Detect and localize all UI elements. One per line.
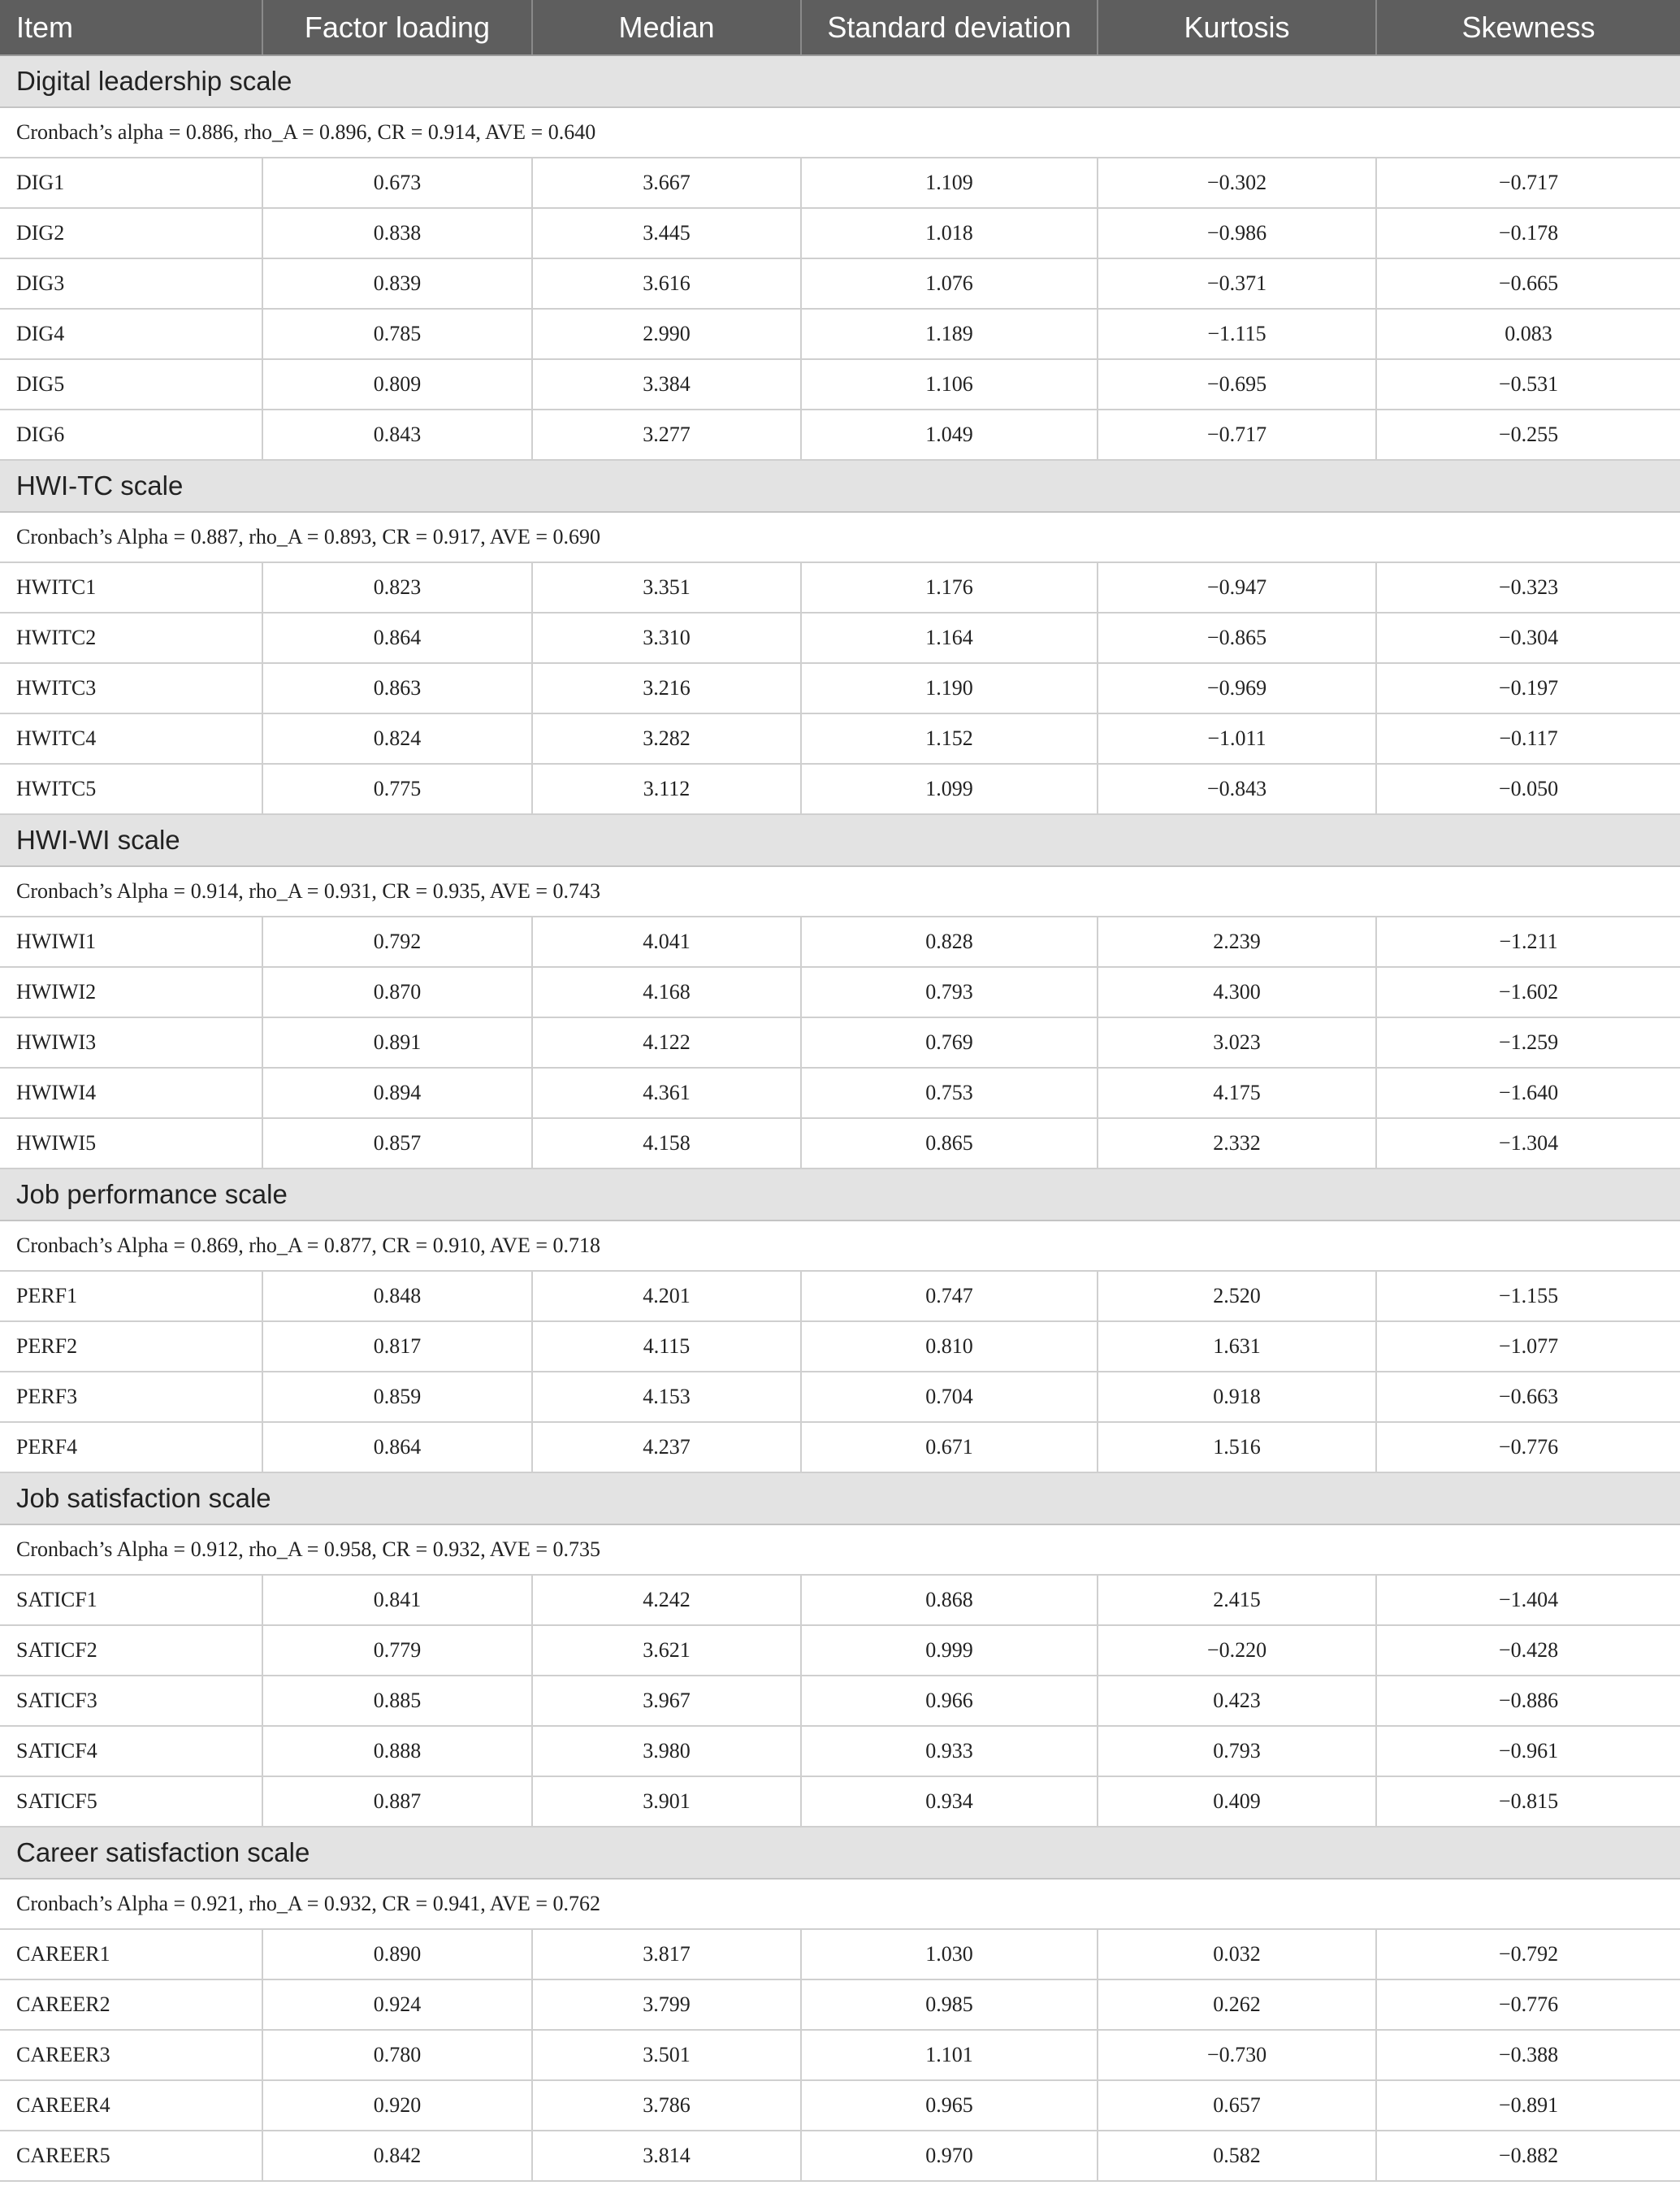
cell-standard-deviation: 0.747 bbox=[801, 1271, 1098, 1321]
section-title: HWI-WI scale bbox=[0, 814, 1680, 866]
cell-median: 3.621 bbox=[532, 1625, 801, 1676]
cell-item: PERF4 bbox=[0, 1422, 262, 1472]
cell-factor-loading: 0.848 bbox=[262, 1271, 532, 1321]
cell-factor-loading: 0.920 bbox=[262, 2080, 532, 2131]
cell-skewness: −0.388 bbox=[1376, 2030, 1680, 2080]
cell-skewness: −0.717 bbox=[1376, 158, 1680, 208]
reliability-note: Cronbach’s alpha = 0.886, rho_A = 0.896, CR = 0.914, AVE = 0.640 bbox=[0, 107, 1680, 158]
cell-skewness: −0.255 bbox=[1376, 410, 1680, 460]
cell-factor-loading: 0.887 bbox=[262, 1776, 532, 1827]
cell-standard-deviation: 1.049 bbox=[801, 410, 1098, 460]
table-row bbox=[0, 2030, 1680, 2080]
cell-standard-deviation: 0.868 bbox=[801, 1575, 1098, 1625]
cell-kurtosis: 0.032 bbox=[1098, 1929, 1376, 1979]
cell-kurtosis: 1.631 bbox=[1098, 1321, 1376, 1372]
table-row bbox=[0, 1271, 1680, 1321]
cell-standard-deviation: 0.966 bbox=[801, 1676, 1098, 1726]
cell-median: 3.501 bbox=[532, 2030, 801, 2080]
cell-factor-loading: 0.779 bbox=[262, 1625, 532, 1676]
table-row bbox=[0, 1929, 1680, 1979]
table-row bbox=[0, 309, 1680, 359]
cell-factor-loading: 0.839 bbox=[262, 258, 532, 309]
cell-item: DIG3 bbox=[0, 258, 262, 309]
cell-item: HWITC4 bbox=[0, 713, 262, 764]
cell-median: 3.967 bbox=[532, 1676, 801, 1726]
reliability-note-row bbox=[0, 107, 1680, 158]
cell-median: 3.310 bbox=[532, 613, 801, 663]
cell-kurtosis: −0.717 bbox=[1098, 410, 1376, 460]
cell-item: DIG1 bbox=[0, 158, 262, 208]
cell-standard-deviation: 0.671 bbox=[801, 1422, 1098, 1472]
cell-standard-deviation: 1.176 bbox=[801, 562, 1098, 613]
section-title: Job performance scale bbox=[0, 1169, 1680, 1221]
cell-item: HWITC2 bbox=[0, 613, 262, 663]
table-body bbox=[0, 55, 1680, 2181]
cell-skewness: −1.211 bbox=[1376, 917, 1680, 967]
cell-factor-loading: 0.842 bbox=[262, 2131, 532, 2181]
cell-standard-deviation: 0.753 bbox=[801, 1068, 1098, 1118]
cell-item: SATICF4 bbox=[0, 1726, 262, 1776]
cell-skewness: −0.886 bbox=[1376, 1676, 1680, 1726]
cell-item: HWITC3 bbox=[0, 663, 262, 713]
cell-kurtosis: −0.947 bbox=[1098, 562, 1376, 613]
section-title: HWI-TC scale bbox=[0, 460, 1680, 512]
cell-skewness: −1.259 bbox=[1376, 1017, 1680, 1068]
cell-kurtosis: −0.730 bbox=[1098, 2030, 1376, 2080]
cell-standard-deviation: 1.189 bbox=[801, 309, 1098, 359]
section-header-row bbox=[0, 1169, 1680, 1221]
cell-standard-deviation: 0.828 bbox=[801, 917, 1098, 967]
cell-factor-loading: 0.780 bbox=[262, 2030, 532, 2080]
cell-skewness: −0.665 bbox=[1376, 258, 1680, 309]
cell-skewness: −0.323 bbox=[1376, 562, 1680, 613]
cell-median: 3.786 bbox=[532, 2080, 801, 2131]
cell-standard-deviation: 1.164 bbox=[801, 613, 1098, 663]
cell-item: DIG6 bbox=[0, 410, 262, 460]
cell-skewness: −0.197 bbox=[1376, 663, 1680, 713]
reliability-note-row bbox=[0, 512, 1680, 562]
cell-standard-deviation: 0.965 bbox=[801, 2080, 1098, 2131]
cell-median: 4.201 bbox=[532, 1271, 801, 1321]
cell-kurtosis: −0.843 bbox=[1098, 764, 1376, 814]
cell-item: PERF2 bbox=[0, 1321, 262, 1372]
table-row bbox=[0, 2131, 1680, 2181]
cell-item: CAREER4 bbox=[0, 2080, 262, 2131]
section-header-row bbox=[0, 1472, 1680, 1524]
cell-factor-loading: 0.673 bbox=[262, 158, 532, 208]
cell-standard-deviation: 1.030 bbox=[801, 1929, 1098, 1979]
cell-median: 4.158 bbox=[532, 1118, 801, 1169]
cell-skewness: −0.882 bbox=[1376, 2131, 1680, 2181]
cell-kurtosis: 2.415 bbox=[1098, 1575, 1376, 1625]
header-median: Median bbox=[532, 0, 801, 55]
cell-factor-loading: 0.888 bbox=[262, 1726, 532, 1776]
cell-skewness: −0.178 bbox=[1376, 208, 1680, 258]
table-row bbox=[0, 258, 1680, 309]
cell-skewness: −0.428 bbox=[1376, 1625, 1680, 1676]
cell-factor-loading: 0.841 bbox=[262, 1575, 532, 1625]
cell-median: 4.115 bbox=[532, 1321, 801, 1372]
cell-factor-loading: 0.775 bbox=[262, 764, 532, 814]
cell-kurtosis: −1.011 bbox=[1098, 713, 1376, 764]
cell-item: HWIWI4 bbox=[0, 1068, 262, 1118]
table-row bbox=[0, 359, 1680, 410]
table-row bbox=[0, 410, 1680, 460]
cell-factor-loading: 0.891 bbox=[262, 1017, 532, 1068]
cell-standard-deviation: 1.190 bbox=[801, 663, 1098, 713]
cell-median: 3.216 bbox=[532, 663, 801, 713]
cell-standard-deviation: 1.018 bbox=[801, 208, 1098, 258]
table-row bbox=[0, 764, 1680, 814]
reliability-note-row bbox=[0, 1524, 1680, 1575]
cell-median: 4.168 bbox=[532, 967, 801, 1017]
cell-kurtosis: 0.918 bbox=[1098, 1372, 1376, 1422]
cell-standard-deviation: 0.793 bbox=[801, 967, 1098, 1017]
cell-item: HWIWI2 bbox=[0, 967, 262, 1017]
cell-factor-loading: 0.863 bbox=[262, 663, 532, 713]
table-row bbox=[0, 613, 1680, 663]
cell-standard-deviation: 0.970 bbox=[801, 2131, 1098, 2181]
cell-item: CAREER1 bbox=[0, 1929, 262, 1979]
cell-skewness: −0.304 bbox=[1376, 613, 1680, 663]
cell-median: 3.282 bbox=[532, 713, 801, 764]
cell-item: PERF1 bbox=[0, 1271, 262, 1321]
cell-standard-deviation: 0.933 bbox=[801, 1726, 1098, 1776]
cell-factor-loading: 0.864 bbox=[262, 1422, 532, 1472]
reliability-note: Cronbach’s Alpha = 0.887, rho_A = 0.893, CR = 0.917, AVE = 0.690 bbox=[0, 512, 1680, 562]
cell-item: HWITC1 bbox=[0, 562, 262, 613]
cell-item: CAREER5 bbox=[0, 2131, 262, 2181]
cell-skewness: −0.815 bbox=[1376, 1776, 1680, 1827]
cell-kurtosis: 3.023 bbox=[1098, 1017, 1376, 1068]
cell-skewness: 0.083 bbox=[1376, 309, 1680, 359]
cell-median: 4.122 bbox=[532, 1017, 801, 1068]
cell-kurtosis: 1.516 bbox=[1098, 1422, 1376, 1472]
cell-kurtosis: −0.969 bbox=[1098, 663, 1376, 713]
cell-item: HWITC5 bbox=[0, 764, 262, 814]
cell-factor-loading: 0.792 bbox=[262, 917, 532, 967]
cell-kurtosis: −0.371 bbox=[1098, 258, 1376, 309]
cell-median: 3.817 bbox=[532, 1929, 801, 1979]
cell-factor-loading: 0.859 bbox=[262, 1372, 532, 1422]
cell-standard-deviation: 1.152 bbox=[801, 713, 1098, 764]
cell-skewness: −1.077 bbox=[1376, 1321, 1680, 1372]
cell-factor-loading: 0.894 bbox=[262, 1068, 532, 1118]
cell-factor-loading: 0.823 bbox=[262, 562, 532, 613]
cell-item: SATICF1 bbox=[0, 1575, 262, 1625]
cell-kurtosis: −0.695 bbox=[1098, 359, 1376, 410]
header-factor-loading: Factor loading bbox=[262, 0, 532, 55]
cell-median: 3.384 bbox=[532, 359, 801, 410]
cell-skewness: −0.663 bbox=[1376, 1372, 1680, 1422]
cell-item: DIG2 bbox=[0, 208, 262, 258]
table-row bbox=[0, 1776, 1680, 1827]
section-header-row bbox=[0, 1827, 1680, 1879]
table-row bbox=[0, 1017, 1680, 1068]
cell-median: 3.616 bbox=[532, 258, 801, 309]
section-header-row bbox=[0, 814, 1680, 866]
cell-item: SATICF5 bbox=[0, 1776, 262, 1827]
cell-standard-deviation: 1.076 bbox=[801, 258, 1098, 309]
cell-factor-loading: 0.824 bbox=[262, 713, 532, 764]
cell-item: SATICF2 bbox=[0, 1625, 262, 1676]
cell-standard-deviation: 0.985 bbox=[801, 1979, 1098, 2030]
table-row bbox=[0, 1372, 1680, 1422]
cell-standard-deviation: 0.865 bbox=[801, 1118, 1098, 1169]
cell-skewness: −0.776 bbox=[1376, 1422, 1680, 1472]
cell-item: CAREER2 bbox=[0, 1979, 262, 2030]
reliability-note: Cronbach’s Alpha = 0.921, rho_A = 0.932, CR = 0.941, AVE = 0.762 bbox=[0, 1879, 1680, 1929]
reliability-note: Cronbach’s Alpha = 0.912, rho_A = 0.958, CR = 0.932, AVE = 0.735 bbox=[0, 1524, 1680, 1575]
section-title: Career satisfaction scale bbox=[0, 1827, 1680, 1879]
cell-median: 2.990 bbox=[532, 309, 801, 359]
cell-factor-loading: 0.838 bbox=[262, 208, 532, 258]
cell-standard-deviation: 0.934 bbox=[801, 1776, 1098, 1827]
cell-factor-loading: 0.890 bbox=[262, 1929, 532, 1979]
header-skewness: Skewness bbox=[1376, 0, 1680, 55]
table-row bbox=[0, 1625, 1680, 1676]
cell-skewness: −0.961 bbox=[1376, 1726, 1680, 1776]
cell-median: 3.799 bbox=[532, 1979, 801, 2030]
reliability-note-row bbox=[0, 1879, 1680, 1929]
reliability-note-row bbox=[0, 866, 1680, 917]
cell-standard-deviation: 1.099 bbox=[801, 764, 1098, 814]
reliability-note-row bbox=[0, 1221, 1680, 1271]
table-row bbox=[0, 1118, 1680, 1169]
cell-skewness: −1.304 bbox=[1376, 1118, 1680, 1169]
cell-factor-loading: 0.924 bbox=[262, 1979, 532, 2030]
reliability-note: Cronbach’s Alpha = 0.869, rho_A = 0.877, CR = 0.910, AVE = 0.718 bbox=[0, 1221, 1680, 1271]
cell-kurtosis: 4.175 bbox=[1098, 1068, 1376, 1118]
cell-skewness: −0.050 bbox=[1376, 764, 1680, 814]
cell-kurtosis: −0.865 bbox=[1098, 613, 1376, 663]
table-row bbox=[0, 663, 1680, 713]
cell-median: 3.980 bbox=[532, 1726, 801, 1776]
cell-kurtosis: 0.793 bbox=[1098, 1726, 1376, 1776]
table-row bbox=[0, 562, 1680, 613]
cell-median: 4.237 bbox=[532, 1422, 801, 1472]
table-row bbox=[0, 1676, 1680, 1726]
cell-factor-loading: 0.817 bbox=[262, 1321, 532, 1372]
cell-factor-loading: 0.885 bbox=[262, 1676, 532, 1726]
section-header-row bbox=[0, 55, 1680, 107]
cell-median: 3.277 bbox=[532, 410, 801, 460]
cell-item: HWIWI3 bbox=[0, 1017, 262, 1068]
cell-median: 4.153 bbox=[532, 1372, 801, 1422]
cell-median: 3.445 bbox=[532, 208, 801, 258]
cell-standard-deviation: 1.106 bbox=[801, 359, 1098, 410]
table-header bbox=[0, 0, 1680, 55]
cell-factor-loading: 0.870 bbox=[262, 967, 532, 1017]
cell-skewness: −1.602 bbox=[1376, 967, 1680, 1017]
cell-median: 4.361 bbox=[532, 1068, 801, 1118]
table-row bbox=[0, 1321, 1680, 1372]
table-row bbox=[0, 967, 1680, 1017]
header-row bbox=[0, 0, 1680, 55]
cell-median: 3.112 bbox=[532, 764, 801, 814]
cell-item: HWIWI1 bbox=[0, 917, 262, 967]
cell-kurtosis: −0.302 bbox=[1098, 158, 1376, 208]
cell-kurtosis: 2.332 bbox=[1098, 1118, 1376, 1169]
cell-kurtosis: 0.423 bbox=[1098, 1676, 1376, 1726]
cell-median: 3.814 bbox=[532, 2131, 801, 2181]
cell-kurtosis: 2.520 bbox=[1098, 1271, 1376, 1321]
table-row bbox=[0, 1068, 1680, 1118]
cell-factor-loading: 0.857 bbox=[262, 1118, 532, 1169]
cell-item: SATICF3 bbox=[0, 1676, 262, 1726]
cell-factor-loading: 0.864 bbox=[262, 613, 532, 663]
cell-skewness: −0.531 bbox=[1376, 359, 1680, 410]
cell-skewness: −1.640 bbox=[1376, 1068, 1680, 1118]
cell-kurtosis: 4.300 bbox=[1098, 967, 1376, 1017]
cell-standard-deviation: 0.999 bbox=[801, 1625, 1098, 1676]
cell-skewness: −1.155 bbox=[1376, 1271, 1680, 1321]
table-row bbox=[0, 208, 1680, 258]
section-header-row bbox=[0, 460, 1680, 512]
table-row bbox=[0, 1575, 1680, 1625]
table-row bbox=[0, 713, 1680, 764]
cell-median: 3.667 bbox=[532, 158, 801, 208]
cell-skewness: −0.776 bbox=[1376, 1979, 1680, 2030]
table-row bbox=[0, 2080, 1680, 2131]
header-item: Item bbox=[0, 0, 262, 55]
cell-standard-deviation: 1.101 bbox=[801, 2030, 1098, 2080]
cell-kurtosis: 2.239 bbox=[1098, 917, 1376, 967]
cell-kurtosis: −0.986 bbox=[1098, 208, 1376, 258]
cell-standard-deviation: 1.109 bbox=[801, 158, 1098, 208]
cell-median: 4.041 bbox=[532, 917, 801, 967]
table-row bbox=[0, 158, 1680, 208]
cell-kurtosis: 0.657 bbox=[1098, 2080, 1376, 2131]
cell-item: HWIWI5 bbox=[0, 1118, 262, 1169]
table-row bbox=[0, 1979, 1680, 2030]
cell-kurtosis: −0.220 bbox=[1098, 1625, 1376, 1676]
cell-skewness: −0.792 bbox=[1376, 1929, 1680, 1979]
cell-kurtosis: 0.262 bbox=[1098, 1979, 1376, 2030]
cell-kurtosis: 0.582 bbox=[1098, 2131, 1376, 2181]
cell-kurtosis: −1.115 bbox=[1098, 309, 1376, 359]
cell-kurtosis: 0.409 bbox=[1098, 1776, 1376, 1827]
table-row bbox=[0, 917, 1680, 967]
cell-skewness: −0.891 bbox=[1376, 2080, 1680, 2131]
cell-median: 4.242 bbox=[532, 1575, 801, 1625]
section-title: Job satisfaction scale bbox=[0, 1472, 1680, 1524]
table-row bbox=[0, 1422, 1680, 1472]
cell-standard-deviation: 0.704 bbox=[801, 1372, 1098, 1422]
cell-factor-loading: 0.843 bbox=[262, 410, 532, 460]
cell-item: DIG5 bbox=[0, 359, 262, 410]
cell-median: 3.901 bbox=[532, 1776, 801, 1827]
cell-skewness: −0.117 bbox=[1376, 713, 1680, 764]
header-standard-deviation: Standard deviation bbox=[801, 0, 1098, 55]
cell-item: CAREER3 bbox=[0, 2030, 262, 2080]
section-title: Digital leadership scale bbox=[0, 55, 1680, 107]
cell-factor-loading: 0.809 bbox=[262, 359, 532, 410]
cell-skewness: −1.404 bbox=[1376, 1575, 1680, 1625]
cell-standard-deviation: 0.769 bbox=[801, 1017, 1098, 1068]
cell-item: PERF3 bbox=[0, 1372, 262, 1422]
cell-median: 3.351 bbox=[532, 562, 801, 613]
cell-factor-loading: 0.785 bbox=[262, 309, 532, 359]
reliability-note: Cronbach’s Alpha = 0.914, rho_A = 0.931, CR = 0.935, AVE = 0.743 bbox=[0, 866, 1680, 917]
table-row bbox=[0, 1726, 1680, 1776]
cell-standard-deviation: 0.810 bbox=[801, 1321, 1098, 1372]
header-kurtosis: Kurtosis bbox=[1098, 0, 1376, 55]
cell-item: DIG4 bbox=[0, 309, 262, 359]
